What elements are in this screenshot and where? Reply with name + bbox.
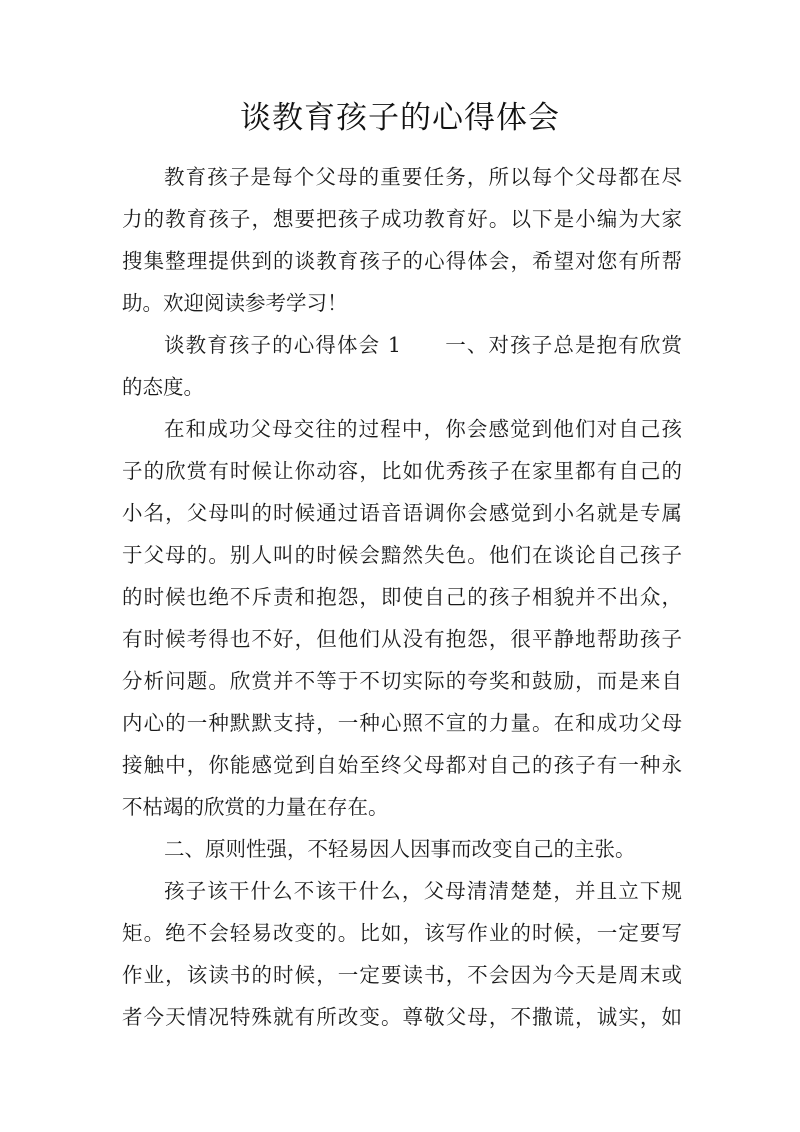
paragraph-line: 者今天情况特殊就有所改变。尊敬父母，不撒谎，诚实，如 bbox=[122, 1005, 682, 1029]
paragraph-line: 的态度。 bbox=[122, 375, 204, 399]
paragraph-line: 在和成功父母交往的过程中，你会感觉到他们对自己孩 bbox=[164, 417, 682, 441]
paragraph-line: 助。欢迎阅读参考学习！ bbox=[122, 291, 348, 315]
paragraph-line: 谈教育孩子的心得体会 1 一、对孩子总是抱有欣赏 bbox=[164, 333, 682, 357]
paragraph-line: 不枯竭的欣赏的力量在存在。 bbox=[122, 795, 389, 819]
paragraph-line: 教育孩子是每个父母的重要任务，所以每个父母都在尽 bbox=[164, 165, 682, 189]
paragraph-line: 作业，该读书的时候，一定要读书，不会因为今天是周末或 bbox=[122, 963, 682, 987]
paragraph-line: 内心的一种默默支持，一种心照不宣的力量。在和成功父母 bbox=[122, 711, 682, 735]
paragraph-line: 分析问题。欣赏并不等于不切实际的夸奖和鼓励，而是来自 bbox=[122, 669, 682, 693]
section-heading: 二、原则性强，不轻易因人因事而改变自己的主张。 bbox=[164, 837, 636, 861]
paragraph-line: 的时候也绝不斥责和抱怨，即使自己的孩子相貌并不出众， bbox=[122, 585, 682, 609]
paragraph-line: 搜集整理提供到的谈教育孩子的心得体会，希望对您有所帮 bbox=[122, 249, 682, 273]
paragraph-line: 于父母的。别人叫的时候会黯然失色。他们在谈论自己孩子 bbox=[122, 543, 682, 567]
paragraph-line: 孩子该干什么不该干什么，父母清清楚楚，并且立下规 bbox=[164, 879, 682, 903]
document-title: 谈教育孩子的心得体会 bbox=[240, 100, 560, 136]
paragraph-line: 子的欣赏有时候让你动容，比如优秀孩子在家里都有自己的 bbox=[122, 459, 682, 483]
paragraph-line: 有时候考得也不好，但他们从没有抱怨，很平静地帮助孩子 bbox=[122, 627, 682, 651]
paragraph-line: 小名，父母叫的时候通过语音语调你会感觉到小名就是专属 bbox=[122, 501, 682, 525]
paragraph-line: 矩。绝不会轻易改变的。比如，该写作业的时候，一定要写 bbox=[122, 921, 682, 945]
paragraph-line: 接触中，你能感觉到自始至终父母都对自己的孩子有一种永 bbox=[122, 753, 682, 777]
paragraph-line: 力的教育孩子，想要把孩子成功教育好。以下是小编为大家 bbox=[122, 207, 682, 231]
